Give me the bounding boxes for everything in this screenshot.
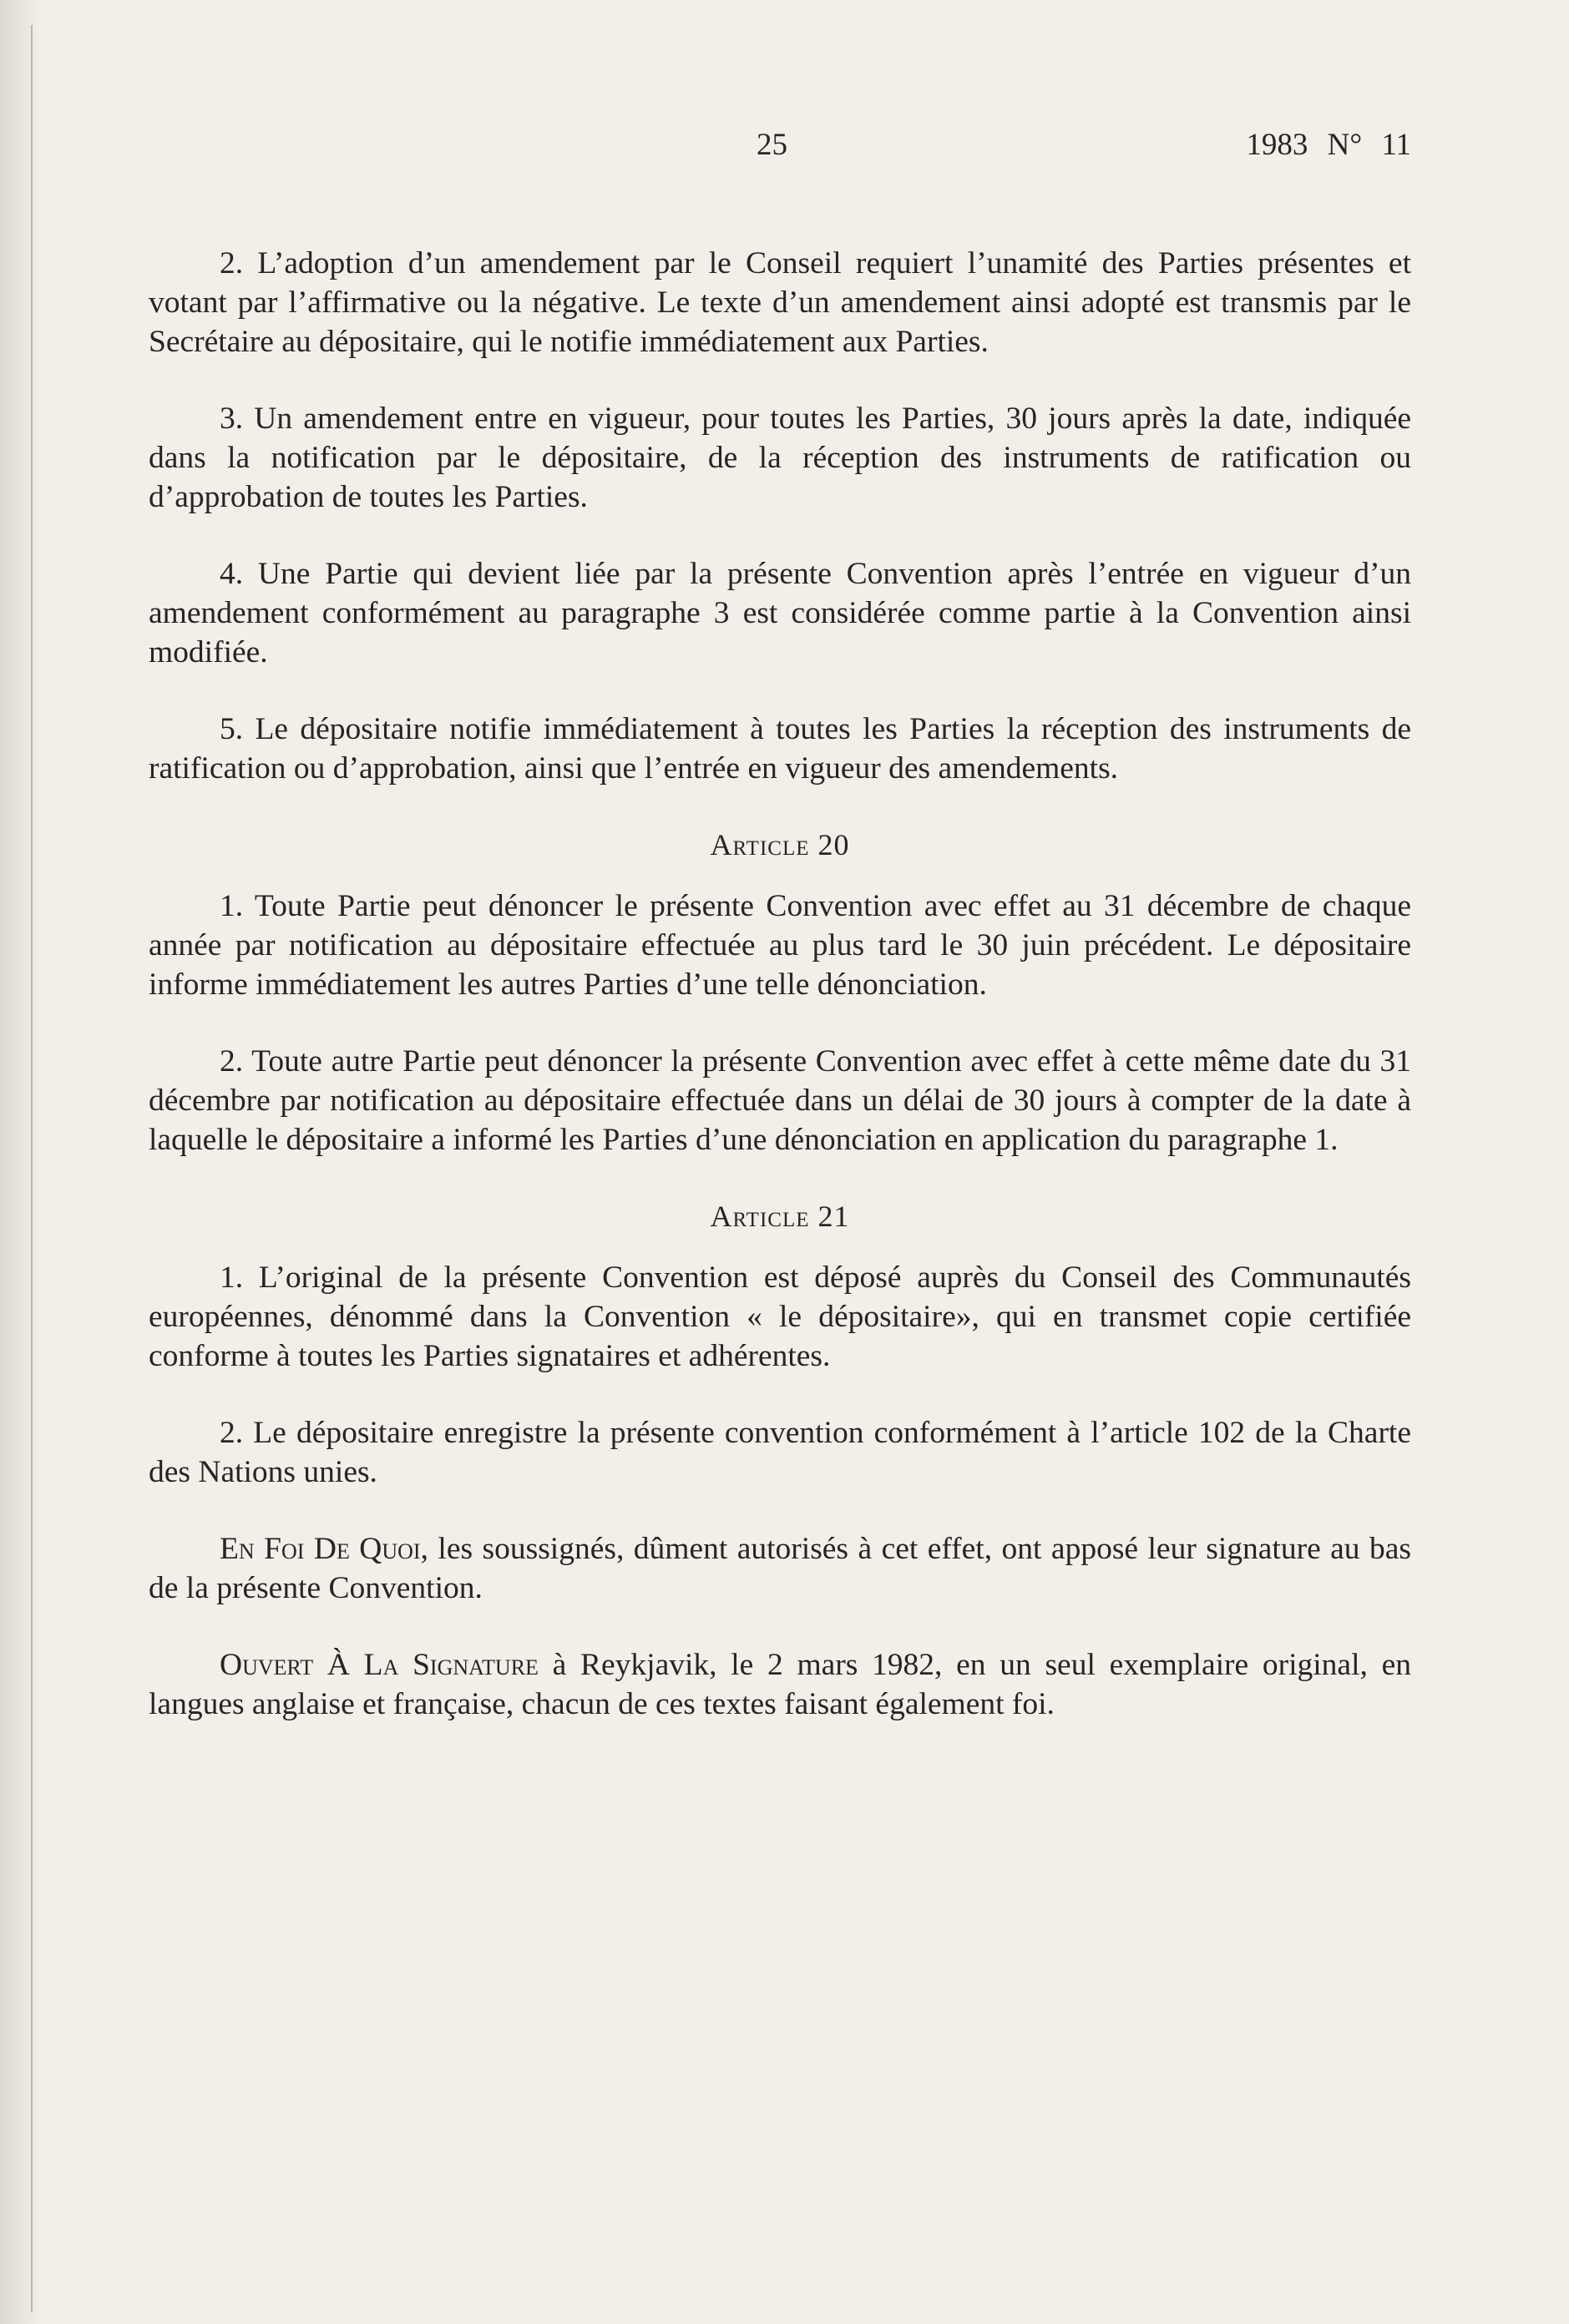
opened-signature-text: à Reykjavik, le 2 mars 1982, en un seul exemplaire original, en langues anglaise et française, chacun de ces textes faisant également foi. bbox=[149, 1648, 1411, 1721]
article-21-heading: Article 21 bbox=[710, 1200, 850, 1233]
page-number: 25 bbox=[757, 128, 787, 162]
page-gutter bbox=[0, 0, 38, 2324]
paragraph-19-4: 4. Une Partie qui devient liée par la présente Convention après l’entrée en vigueur d’un amendement conformément au paragraphe 3 est considérée comme partie à la Convention ainsi modifiée. bbox=[149, 557, 1411, 669]
article-20-heading: Article 20 bbox=[710, 828, 850, 861]
closing-in-witness bbox=[149, 1529, 1411, 1608]
paragraph-20-2: 2. Toute autre Partie peut dénoncer la présente Convention avec effet à cette même date du 31 décembre par notification au dépositaire effectuée dans un délai de 30 jours à compter de la date à laquelle le dépositaire a informé les Parties d’une dénonciation en application du paragraphe 1. bbox=[149, 1044, 1411, 1157]
paragraph-21-2: 2. Le dépositaire enregistre la présente convention conformément à l’article 102 de la Charte des Nations unies. bbox=[149, 1416, 1411, 1489]
paragraph-19-3: 3. Un amendement entre en vigueur, pour toutes les Parties, 30 jours après la date, indiquée dans la notification par le dépositaire, de la réception des instruments de ratification ou d’approbation de toutes les Parties. bbox=[149, 402, 1411, 514]
in-witness-lead: En Foi De Quoi bbox=[220, 1532, 421, 1566]
page-header bbox=[149, 127, 1411, 169]
in-witness-text: , les soussignés, dûment autorisés à cet effet, ont apposé leur signature au bas de la présente Convention. bbox=[149, 1532, 1411, 1605]
paragraph-19-2: 2. L’adoption d’un amendement par le Conseil requiert l’unamité des Parties présentes et votant par l’affirmative ou la négative. Le texte d’un amendement ainsi adopté est transmis par le Secrétaire au dépositaire, qui le notifie immédiatement aux Parties. bbox=[149, 246, 1411, 359]
document-body bbox=[149, 244, 1411, 1761]
paragraph-19-5: 5. Le dépositaire notifie immédiatement à toutes les Parties la réception des instruments de ratification ou d’approbation, ainsi que l’entrée en vigueur des amendements. bbox=[149, 712, 1411, 786]
closing-opened-for-signature bbox=[149, 1645, 1411, 1724]
paragraph-20-1: 1. Toute Partie peut dénoncer le présente Convention avec effet au 31 décembre de chaque année par notification au dépositaire effectuée au plus tard le 30 juin précédent. Le dépositaire informe immédiatement les autres Parties d’une telle dénonciation. bbox=[149, 889, 1411, 1002]
issue-reference: 1983 N° 11 bbox=[1246, 128, 1411, 162]
opened-signature-lead: Ouvert À La Signature bbox=[220, 1648, 539, 1682]
page-fold-line bbox=[31, 25, 33, 2312]
paragraph-21-1: 1. L’original de la présente Convention est déposé auprès du Conseil des Communautés européennes, dénommé dans la Convention « le dépositaire», qui en transmet copie certifiée conforme à toutes les Parties signataires et adhérentes. bbox=[149, 1261, 1411, 1373]
